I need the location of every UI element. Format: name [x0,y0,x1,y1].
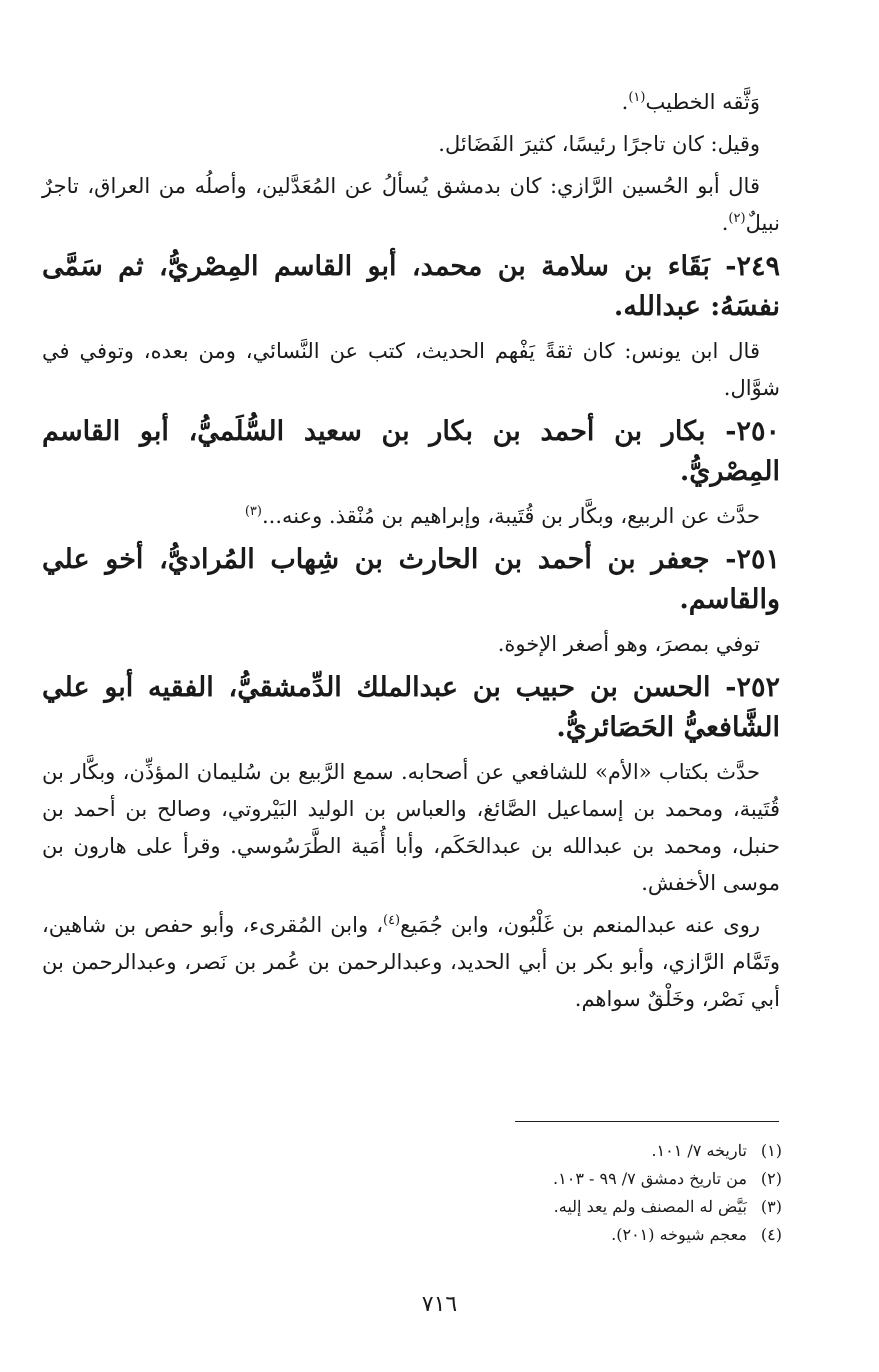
paragraph-8-text-a: روى عنه عبدالمنعم بن غَلْبُون، وابن جُمَيع [400,913,760,937]
footnote-ref-2: (٢) [728,211,746,226]
footnote-3 [282,1193,782,1221]
footnote-number: (١) [760,1141,782,1160]
footnote-2 [282,1165,782,1193]
footnote-1 [282,1137,782,1165]
paragraph-5 [42,498,780,535]
entry-heading-252: ٢٥٢- الحسن بن حبيب بن عبدالملك الدِّمشقيُّ، الفقيه أبو علي الشَّافعيُّ الحَصَائريُّ. [42,672,780,743]
paragraph-1-text: وَثَّقه الخطيب [645,90,760,114]
footnote-text: معجم شيوخه (٢٠١). [611,1225,747,1244]
entry-heading-251: ٢٥١- جعفر بن أحمد بن الحارث بن شِهاب المُراديُّ، أخو علي والقاسم. [42,544,780,615]
footnote-number: (٤) [760,1225,782,1244]
paragraph-6: توفي بمصرَ، وهو أصغر الإخوة. [497,632,760,656]
paragraph-7: حدَّث بكتاب «الأم» للشافعي عن أصحابه. سمع الرَّبيع بن سُليمان المؤذِّن، وبكَّار بن قُتَيبة، ومحمد بن إسماعيل الصَّائغ، والعباس بن الوليد البَيْروتي، وصالح بن أحمد بن حنبل، ومحمد بن عبدالله بن عبدالحَكَم، وأبا أُمَية الطَّرَسُوسي. وقرأ على هارون بن موسى الأخفش. [42,760,780,895]
footnote-text: من تاريخ دمشق ٧/ ٩٩ - ١٠٣. [553,1169,747,1188]
footnotes [282,1137,782,1249]
footnote-number: (٢) [760,1169,782,1188]
paragraph-3-text: قال أبو الحُسين الرَّازي: كان بدمشق يُسألُ عن المُعَدَّلين، وأصلُه من العراق، تاجرٌ نبيلٌ [42,174,780,235]
paragraph-8-text-b: ، وابن المُقرىء، وأبو حفص بن شاهين، وتَمَّام الرَّازي، وأبو بكر بن أبي الحديد، وعبدالرحمن بن عُمر بن نَصر، وعبدالرحمن بن أبي نَصْر، وخَلْقٌ سواهم. [42,913,780,1011]
paragraph-4: قال ابن يونس: كان ثقةً يَفْهم الحديث، كتب عن النَّسائي، ومن بعده، وتوفي في شوَّال. [42,339,780,400]
paragraph-1-end: . [621,90,629,114]
footnote-text: تاريخه ٧/ ١٠١. [651,1141,747,1160]
paragraph-1 [42,84,780,121]
paragraph-3-end: . [721,211,729,235]
paragraph-3 [42,168,780,242]
footnote-text: بَيَّض له المصنف ولم يعد إليه. [553,1197,747,1216]
paragraph-5-text: حدَّث عن الربيع، وبكَّار بن قُتَيبة، وإبراهيم بن مُنْقذ. وعنه... [261,504,760,528]
paragraph-2: وقيل: كان تاجرًا رئيسًا، كثيرَ الفَضَائل. [438,132,760,156]
footnote-ref-4: (٤) [382,913,401,928]
footnote-ref-3: (٣) [244,504,262,519]
footnote-4 [282,1221,782,1249]
footnote-separator [515,1121,779,1122]
entry-heading-250: ٢٥٠- بكار بن أحمد بن بكار بن سعيد السُّلَميُّ، أبو القاسم المِصْريُّ. [42,416,780,487]
footnote-ref-1: (١) [628,90,646,105]
page-number: ٧١٦ [421,1292,458,1317]
paragraph-8 [42,907,780,1018]
main-text [42,84,780,1023]
footnote-number: (٣) [760,1197,782,1216]
entry-heading-249: ٢٤٩- بَقَاء بن سلامة بن محمد، أبو القاسم المِصْريُّ، ثم سَمَّى نفسَهُ: عبدالله. [42,251,780,322]
